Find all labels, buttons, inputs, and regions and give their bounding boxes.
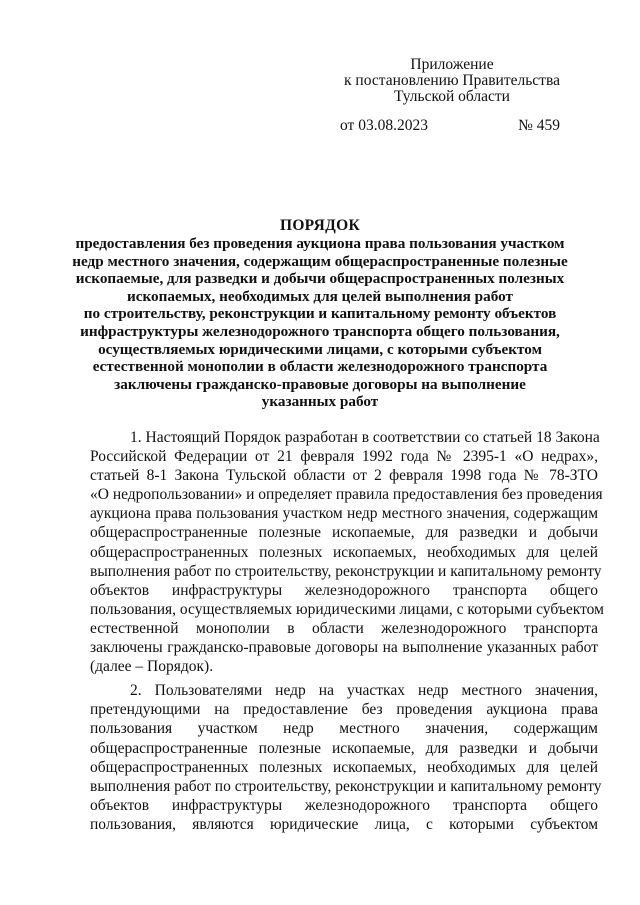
paragraph-line: пользования участком недр местного значения, содержащим	[90, 720, 598, 738]
paragraph-line: аукциона права пользования участком недр местного значения, содержащим	[90, 505, 598, 523]
subtitle-line: инфраструктуры железнодорожного транспорта общего пользования,	[80, 322, 560, 340]
paragraph-2	[90, 681, 602, 834]
subtitle-line: естественной монополии в области железнодорожного транспорта	[92, 358, 548, 376]
paragraph-line: статьей 8-1 Закона Тульской области от 2 февраля 1998 года № 78-ЗТО	[90, 467, 598, 485]
subtitle-line: указанных работ	[261, 393, 379, 411]
paragraph-line: заключены гражданско-правовые договоры на выполнение указанных работ	[90, 639, 598, 657]
subtitle-line: заключены гражданско-правовые договоры на выполнение	[114, 375, 526, 393]
subtitle-line: предоставления без проведения аукциона права пользования участком	[75, 235, 565, 252]
appendix-line: Тульской области	[394, 88, 510, 105]
paragraph-line: 1. Настоящий Порядок разработан в соответствии со статьей 18 Закона	[130, 429, 600, 446]
paragraph-line: общераспространенные полезные ископаемые, для разведки и добычи	[90, 739, 598, 757]
subtitle-line: осуществляемых юридическими лицами, с которыми субъектом	[98, 340, 542, 358]
paragraph-line: пользования, являются юридические лица, с которыми субъектом	[90, 815, 598, 833]
paragraph-line: естественной монополии в области железнодорожного транспорта	[90, 619, 598, 637]
paragraph-line: объектов инфраструктуры железнодорожного транспорта общего	[90, 796, 598, 814]
document-body	[90, 428, 604, 839]
paragraph-line: объектов инфраструктуры железнодорожного транспорта общего	[90, 581, 598, 599]
paragraph-1	[90, 428, 604, 676]
paragraph-line: (далее – Порядок).	[90, 658, 214, 676]
appendix-line: Приложение	[410, 56, 494, 73]
paragraph-line: претендующими на предоставление без проведения аукциона права	[90, 701, 598, 719]
paragraph-line: общераспространенных полезных ископаемых, необходимых для целей	[90, 543, 598, 561]
document-title: ПОРЯДОК	[279, 217, 361, 234]
paragraph-line: пользования, осуществляемых юридическими лицами, с которыми субъектом	[90, 600, 604, 618]
paragraph-line: выполнения работ по строительству, реконструкции и капитальному ремонту	[90, 562, 602, 580]
paragraph-line: Российской Федерации от 21 февраля 1992 года № 2395-1 «О недрах»,	[90, 448, 598, 466]
paragraph-line: общераспространенных полезных ископаемых, необходимых для целей	[90, 758, 598, 776]
subtitle-line: ископаемые, для разведки и добычи общераспространенных полезных	[75, 270, 565, 288]
subtitle-line: по строительству, реконструкции и капитальному ремонту объектов	[83, 305, 557, 323]
subtitle-line: ископаемых, необходимых для целей выполнения работ	[127, 287, 513, 305]
paragraph-line: общераспространенные полезные ископаемые, для разведки и добычи	[90, 524, 598, 542]
appendix-block	[340, 57, 564, 105]
paragraph-line: «О недропользовании» и определяет правила предоставления без проведения	[90, 486, 603, 504]
paragraph-line: выполнения работ по строительству, реконструкции и капитальному ремонту	[90, 777, 602, 795]
document-subtitle	[60, 235, 580, 411]
paragraph-line: 2. Пользователями недр на участках недр местного значения,	[130, 682, 598, 700]
decree-number: № 459	[518, 117, 560, 134]
decree-date: от 03.08.2023	[340, 117, 428, 134]
subtitle-line: недр местного значения, содержащим общераспространенные полезные	[72, 252, 568, 270]
appendix-line: к постановлению Правительства	[344, 72, 560, 89]
